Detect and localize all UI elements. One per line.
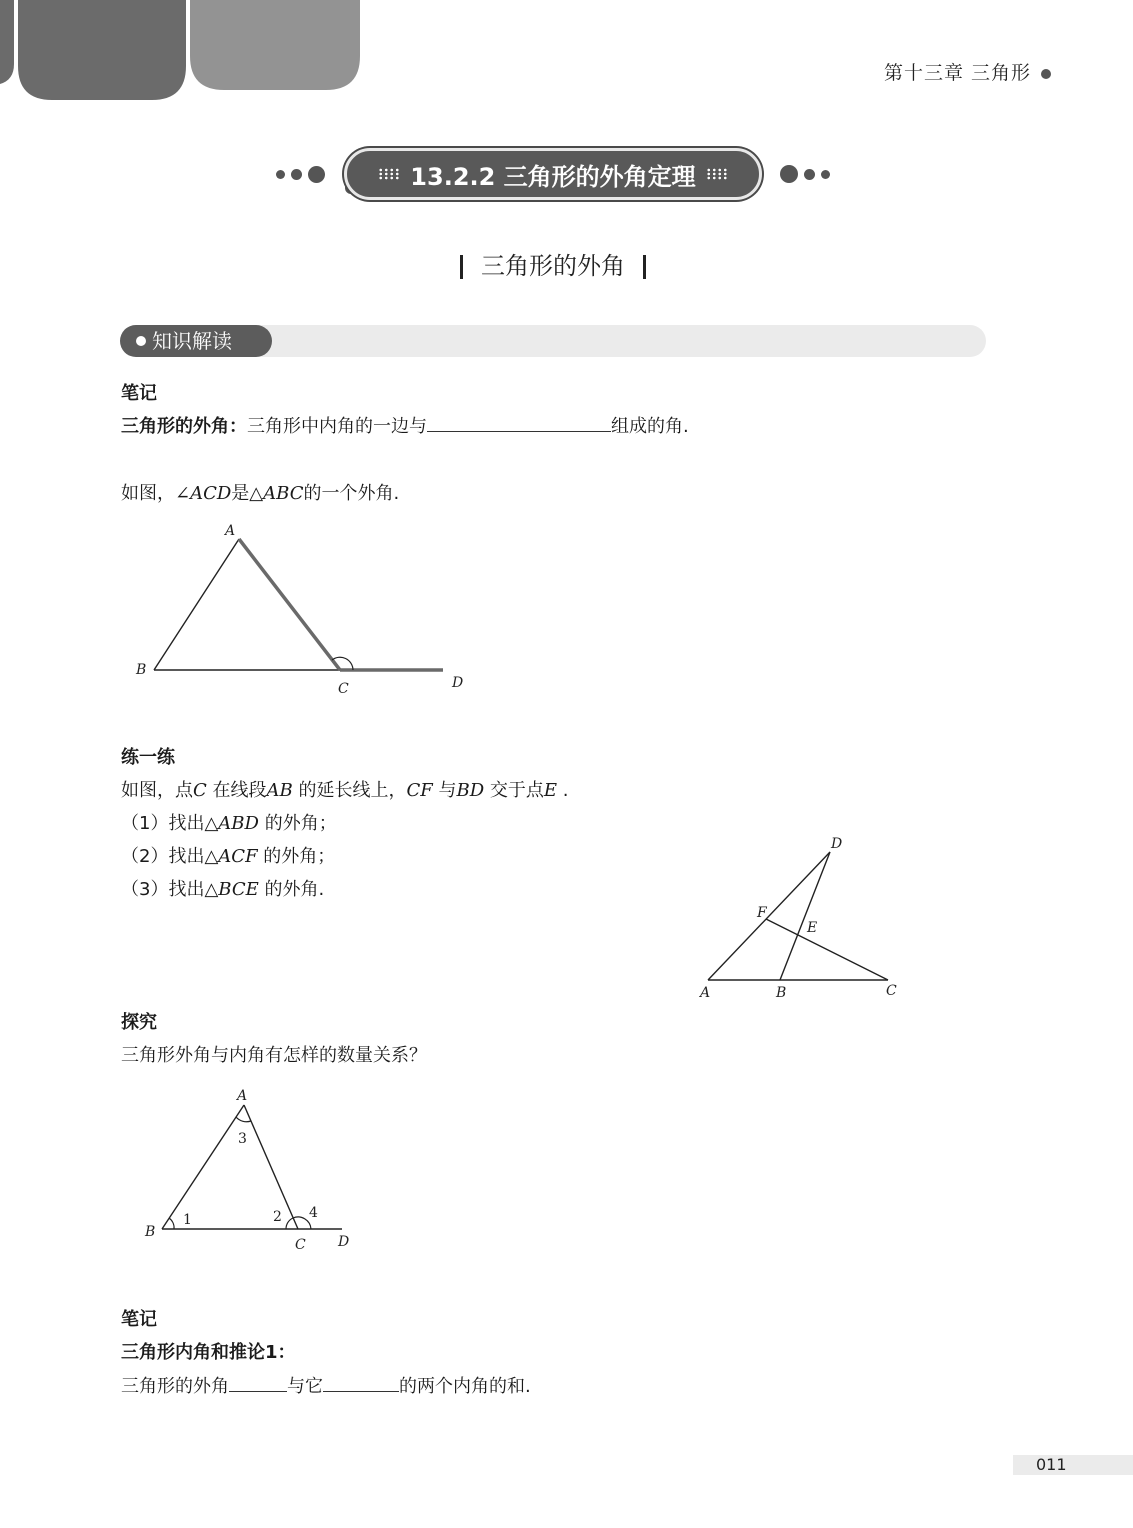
bullet-icon (1041, 69, 1051, 79)
section-title (344, 148, 762, 200)
item-prefix: （1）找出△ (121, 813, 219, 834)
bar-right (643, 255, 646, 279)
item-prefix: （3）找出△ (121, 879, 219, 900)
point-label: C (193, 780, 207, 801)
triangle-label: ABC (263, 483, 304, 504)
figure-exterior-angle (120, 515, 500, 705)
subtitle-text: 三角形的外角 (481, 252, 625, 280)
example-line (121, 479, 399, 505)
definition-line (121, 412, 689, 438)
label-b: B (136, 662, 147, 678)
practice-item (121, 875, 324, 901)
fill-blank[interactable] (323, 1373, 399, 1392)
triangle-label: ACF (218, 846, 258, 867)
angle-1: 1 (183, 1212, 192, 1228)
figure-practice (690, 830, 920, 1010)
triangle-label: BCE (218, 879, 259, 900)
label-f: F (757, 905, 767, 921)
dots-grid-icon (378, 168, 400, 180)
explore-question: 三角形外角与内角有怎样的数量关系？ (121, 1045, 427, 1066)
explore-heading: 探究 (121, 1012, 157, 1033)
label-a: A (700, 985, 711, 1001)
section-title-text: 13.2.2 三角形的外角定理 (410, 162, 696, 191)
label-a: A (237, 1088, 248, 1104)
note-heading: 笔记 (121, 1309, 157, 1330)
section-tag (120, 325, 272, 357)
segment-label: BD (456, 780, 485, 801)
intro-text: . (557, 780, 569, 801)
definition-term: 三角形的外角： (121, 416, 247, 437)
angle-4: 4 (309, 1205, 318, 1221)
angle-2: 2 (273, 1209, 282, 1225)
chapter-title: 第十三章 三角形 (883, 62, 1031, 84)
section-tag-text: 知识解读 (152, 329, 232, 353)
label-b: B (145, 1224, 156, 1240)
bullet-icon (136, 336, 146, 346)
segment-label: CF (406, 780, 433, 801)
practice-item (121, 809, 337, 835)
item-prefix: （2）找出△ (121, 846, 219, 867)
subtitle (0, 246, 1106, 281)
example-mid: 是△ (231, 483, 264, 504)
fill-blank[interactable] (427, 413, 611, 432)
label-d: D (831, 836, 843, 852)
angle-3: 3 (238, 1131, 247, 1147)
example-prefix: 如图， (121, 483, 175, 504)
fill-blank[interactable] (229, 1373, 287, 1392)
page-number: 011 (1036, 1455, 1067, 1474)
corollary-text: 三角形的外角 (121, 1376, 229, 1397)
point-label: E (543, 780, 558, 801)
segment-label: AB (266, 780, 293, 801)
example-suffix: 的一个外角. (303, 483, 400, 504)
note-heading: 笔记 (121, 383, 157, 404)
dots-grid-icon (706, 168, 728, 180)
dot-icon (804, 169, 815, 180)
intro-text: 的延长线上， (292, 780, 407, 801)
label-d: D (338, 1234, 350, 1250)
dot-icon (291, 169, 302, 180)
bar-left (460, 255, 463, 279)
chapter-header (884, 58, 1051, 85)
practice-item (121, 842, 335, 868)
intro-text: 如图，点 (121, 780, 193, 801)
triangle-label: ABD (218, 813, 259, 834)
item-suffix: 的外角； (258, 813, 337, 834)
corollary-line (121, 1372, 531, 1398)
angle-label: ∠ACD (175, 483, 232, 504)
intro-text: 与 (432, 780, 457, 801)
definition-text-end: 组成的角. (611, 416, 689, 437)
dot-icon (308, 166, 325, 183)
label-d: D (452, 675, 464, 691)
corollary-text: 与它 (287, 1376, 323, 1397)
label-e: E (807, 920, 818, 936)
label-c: C (338, 681, 349, 697)
label-c: C (295, 1237, 306, 1253)
item-suffix: 的外角. (258, 879, 325, 900)
definition-text: 三角形中内角的一边与 (247, 416, 427, 437)
corollary-text: 的两个内角的和. (399, 1376, 531, 1397)
practice-heading: 练一练 (121, 747, 175, 768)
item-suffix: 的外角； (257, 846, 336, 867)
intro-text: 在线段 (206, 780, 267, 801)
figure-angle-relation (130, 1083, 370, 1263)
corollary-term: 三角形内角和推论1： (121, 1342, 296, 1363)
label-a: A (225, 523, 236, 539)
dot-icon (276, 170, 285, 179)
header-tabs (0, 0, 370, 105)
practice-intro (121, 776, 568, 802)
label-c: C (886, 983, 897, 999)
page-number-bar (1013, 1455, 1133, 1475)
dot-icon (780, 165, 798, 183)
label-b: B (776, 985, 787, 1001)
dot-icon (821, 170, 830, 179)
intro-text: 交于点 (484, 780, 544, 801)
